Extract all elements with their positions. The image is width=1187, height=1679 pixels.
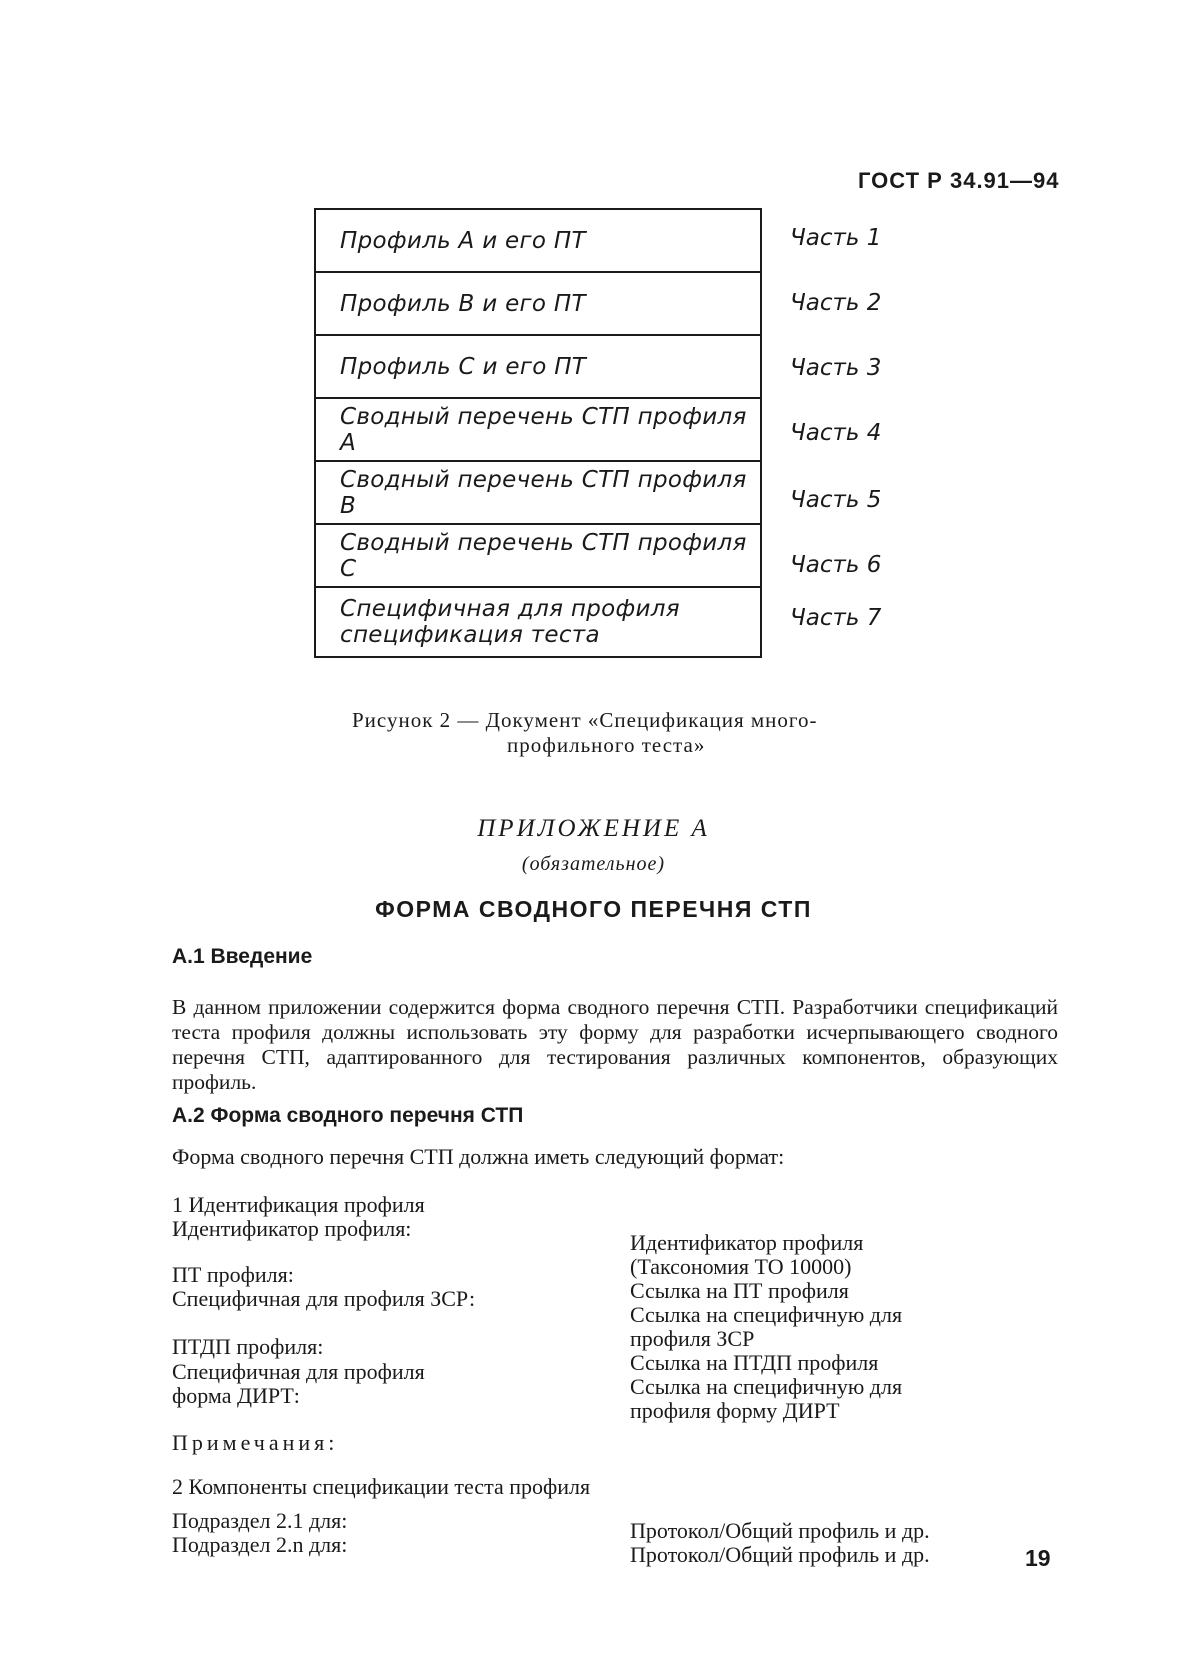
section-a1-text: В данном приложении содержится форма сводного перечня СТП. Разработчики спецификаций теста профиля должны использовать эту форму для разработки исчерпывающего сводного перечня СТП, адаптированного для тестирования различных компонентов, образующих профиль.: [172, 995, 1058, 1094]
right-line-3: Ссылка на ПТ профиля: [630, 1278, 849, 1303]
part-label-7: Часть 7: [790, 605, 882, 631]
sub2-left: Подраздел 2.n для:: [172, 1532, 348, 1557]
page-number: 19: [1025, 1545, 1051, 1571]
right-line-1: Идентификатор профиля: [630, 1230, 864, 1255]
right-line-8: профиля форму ДИРТ: [630, 1398, 840, 1423]
left-dirt-2: форма ДИРТ:: [172, 1383, 300, 1408]
left-dirt-1: Специфичная для профиля: [172, 1359, 425, 1384]
left-profile-id: Идентификатор профиля:: [172, 1216, 412, 1241]
section-a1-paragraph: [172, 995, 1058, 1095]
part-label-6: Часть 6: [790, 552, 882, 578]
sub2-right: Протокол/Общий профиль и др.: [630, 1542, 930, 1567]
section-a1-heading: А.1 Введение: [172, 945, 313, 968]
part-label-4: Часть 4: [790, 420, 882, 446]
part-label-2: Часть 2: [790, 290, 882, 316]
appendix-subtitle: (обязательное): [521, 853, 666, 875]
item1-title: 1 Идентификация профиля: [172, 1192, 425, 1217]
item2-title: 2 Компоненты спецификации теста профиля: [172, 1474, 591, 1499]
right-line-5: профиля ЗСР: [630, 1326, 755, 1351]
figure-caption-line2: профильного теста»: [507, 733, 706, 757]
sub1-right: Протокол/Общий профиль и др.: [630, 1518, 930, 1543]
figure-row-7: [316, 588, 760, 656]
document-header: ГОСТ Р 34.91—94: [858, 168, 1060, 193]
notes-label: Примечания:: [172, 1430, 339, 1455]
section-a2-heading: А.2 Форма сводного перечня СТП: [172, 1104, 524, 1127]
figure-row-2: Профиль В и его ПТ: [316, 273, 760, 336]
figure-row-1: Профиль А и его ПТ: [316, 210, 760, 273]
figure-row-3: Профиль С и его ПТ: [316, 336, 760, 399]
right-line-4: Ссылка на специфичную для: [630, 1302, 903, 1327]
sub1-left: Подраздел 2.1 для:: [172, 1508, 348, 1533]
figure-table: [314, 208, 762, 658]
figure-caption-line1: Рисунок 2 — Документ «Спецификация много-: [352, 708, 818, 732]
left-pt: ПТ профиля:: [172, 1262, 294, 1287]
right-line-2: (Таксономия ТО 10000): [630, 1254, 852, 1279]
part-label-1: Часть 1: [790, 225, 882, 251]
appendix-title: ПРИЛОЖЕНИЕ А: [477, 815, 710, 842]
right-line-7: Ссылка на специфичную для: [630, 1374, 903, 1399]
right-line-6: Ссылка на ПТДП профиля: [630, 1350, 879, 1375]
figure-row-4: Сводный перечень СТП профиля А: [316, 399, 760, 462]
part-label-5: Часть 5: [790, 487, 882, 513]
figure-row-7-line2: спецификация теста: [340, 622, 600, 648]
left-zsr: Специфичная для профиля ЗСР:: [172, 1286, 476, 1311]
figure-row-5: Сводный перечень СТП профиля В: [316, 462, 760, 525]
form-title: ФОРМА СВОДНОГО ПЕРЕЧНЯ СТП: [375, 896, 812, 922]
left-ptdp: ПТДП профиля:: [172, 1334, 324, 1359]
section-a2-intro: Форма сводного перечня СТП должна иметь следующий формат:: [172, 1144, 785, 1169]
figure-row-6: Сводный перечень СТП профиля С: [316, 525, 760, 588]
part-label-3: Часть 3: [790, 355, 882, 381]
figure-caption: [352, 708, 912, 758]
figure-row-7-line1: Специфичная для профиля: [340, 596, 680, 622]
